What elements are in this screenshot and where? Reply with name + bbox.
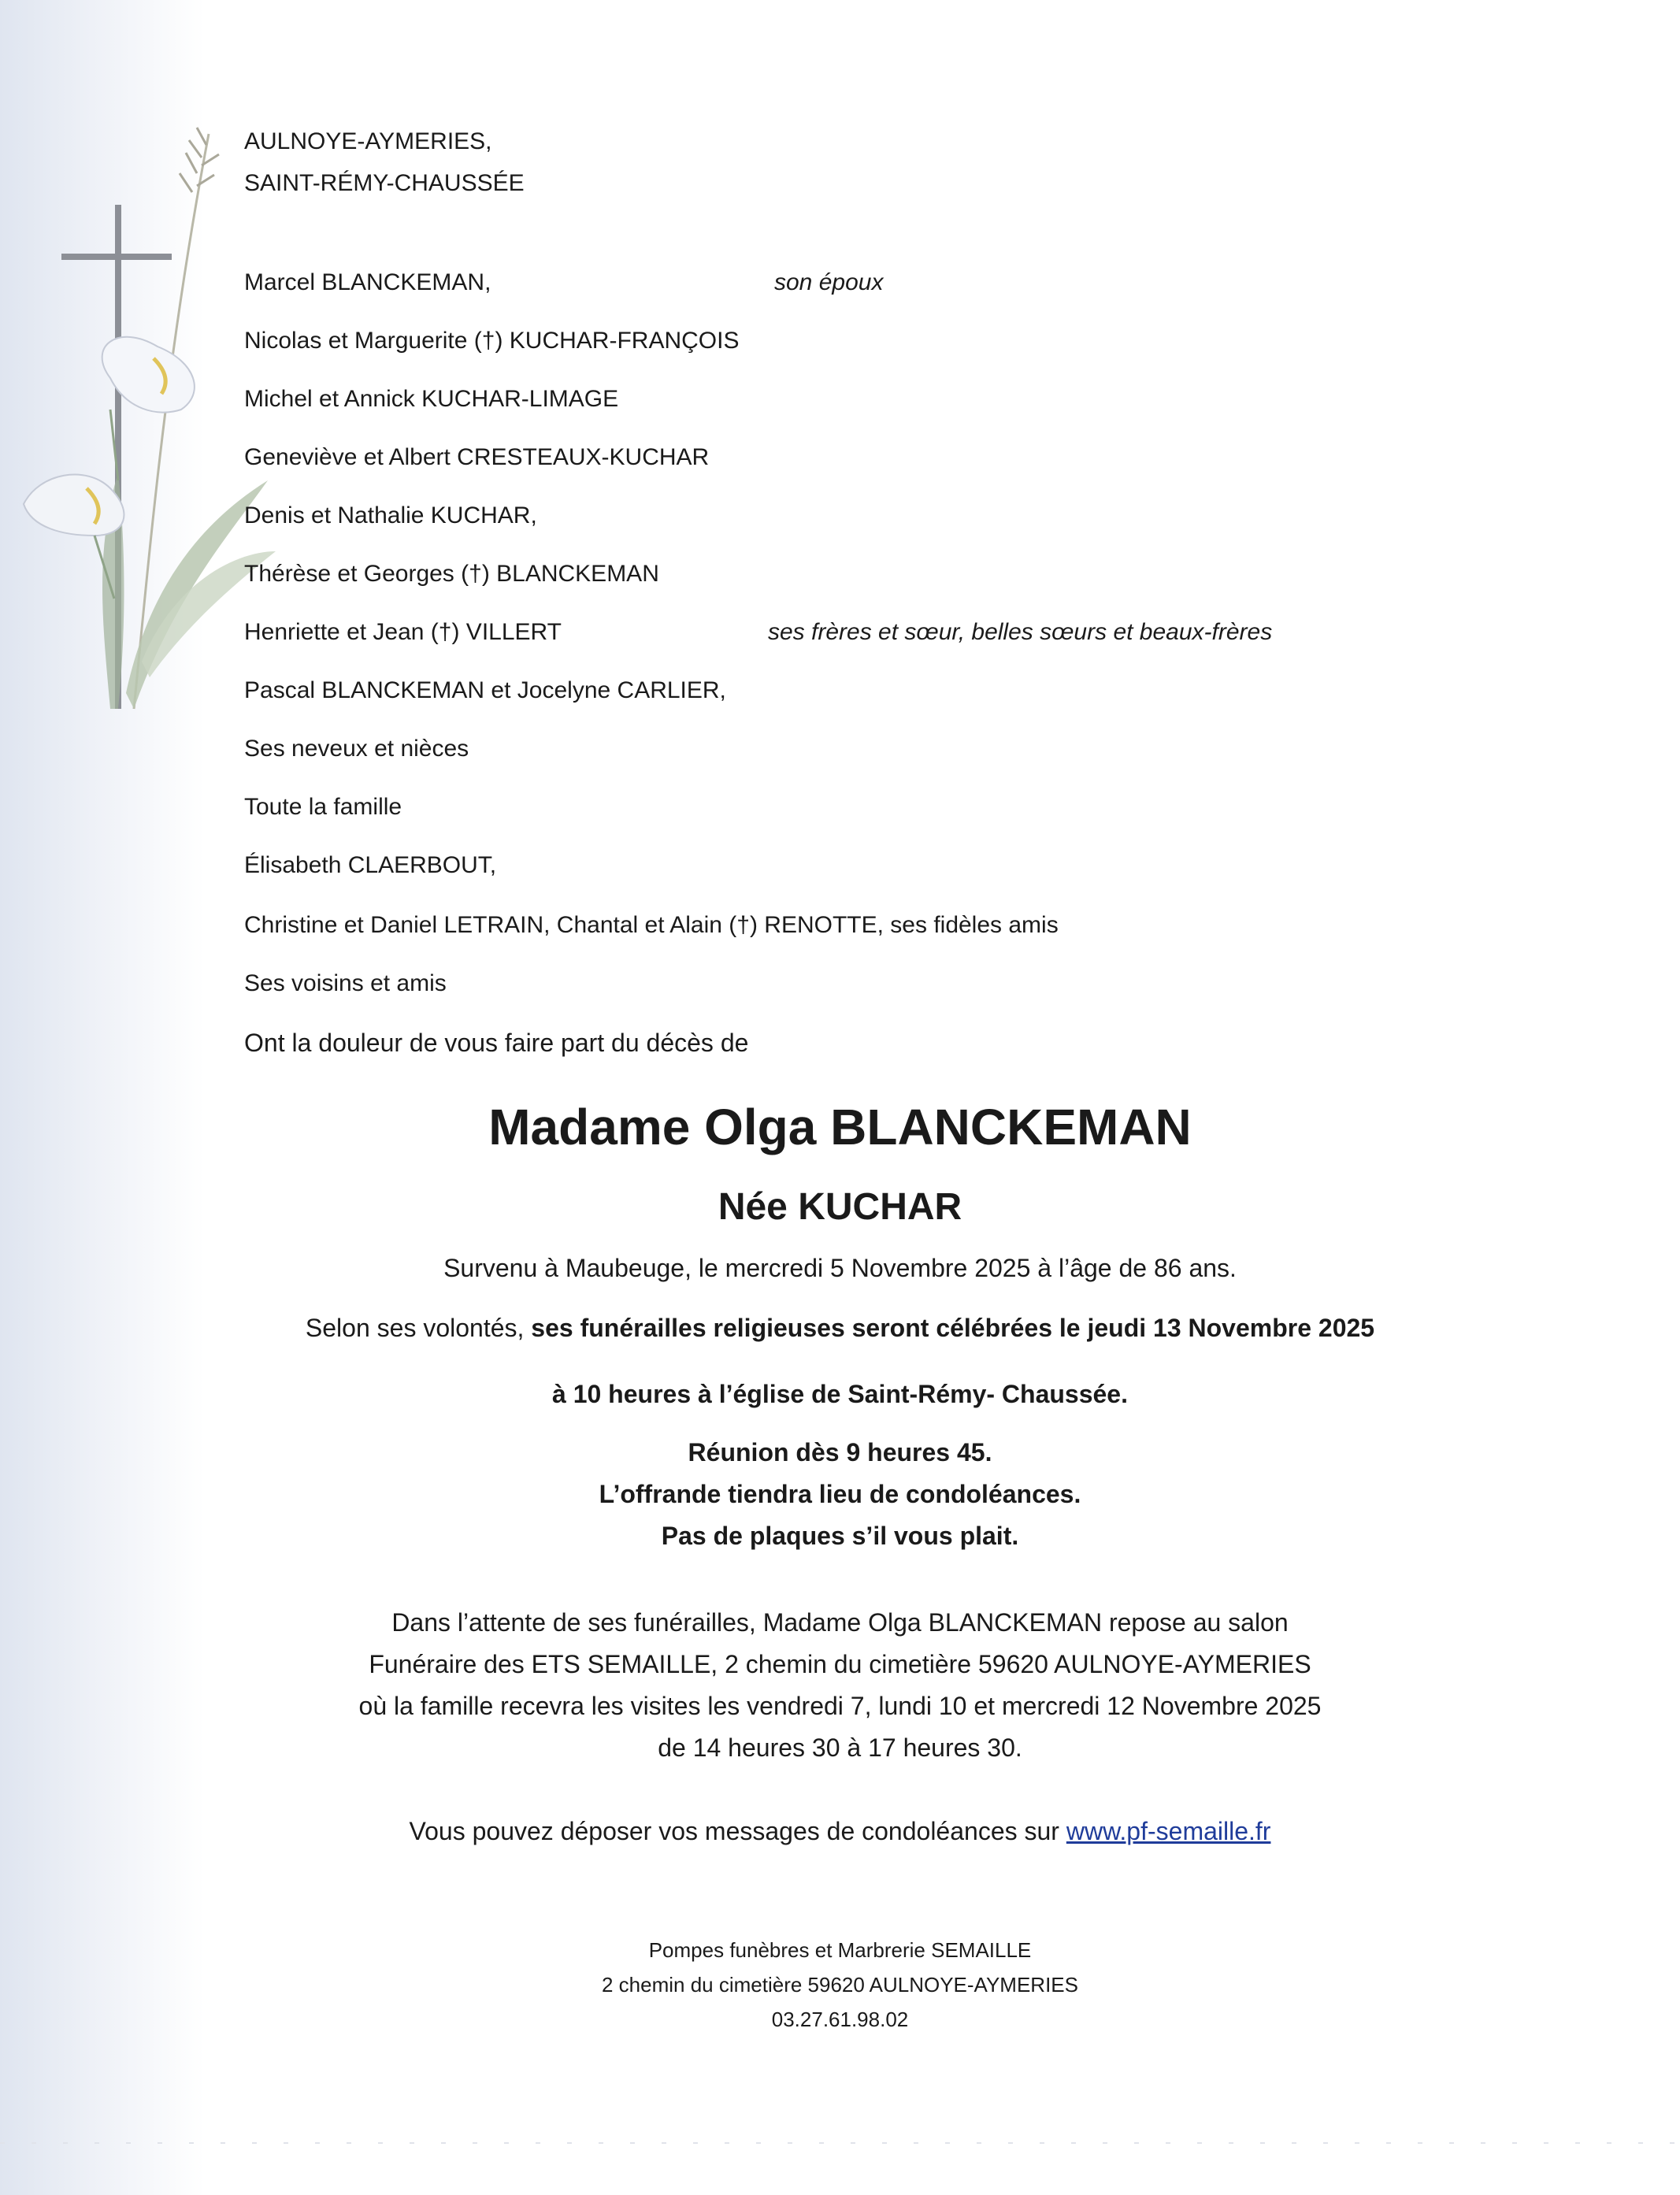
family-row: Élisabeth CLAERBOUT, — [244, 852, 497, 878]
family-row: Christine et Daniel LETRAIN, Chantal et Alain (†) RENOTTE, ses fidèles amis — [244, 912, 1059, 938]
family-row: Pascal BLANCKEMAN et Jocelyne CARLIER, — [244, 677, 726, 703]
town-line-1: AULNOYE-AYMERIES, — [244, 128, 492, 154]
funeral-ceremony — [0, 1311, 1680, 1344]
footer-phone: 03.27.61.98.02 — [771, 2008, 909, 2031]
family-row: Thérèse et Georges (†) BLANCKEMAN — [244, 561, 659, 587]
siblings-role: ses frères et sœur, belles sœurs et beaux-frères — [768, 619, 1273, 645]
visitation-line: Funéraire des ETS SEMAILLE, 2 chemin du cimetière 59620 AULNOYE-AYMERIES — [369, 1650, 1311, 1678]
meeting-time: Réunion dès 9 heures 45. — [688, 1438, 992, 1466]
spouse-role: son époux — [774, 269, 884, 295]
family-row: Denis et Nathalie KUCHAR, — [244, 502, 537, 528]
visitation-line: de 14 heures 30 à 17 heures 30. — [658, 1733, 1022, 1762]
death-info: Survenu à Maubeuge, le mercredi 5 Novembre 2025 à l’âge de 86 ans. — [443, 1254, 1237, 1282]
offering-note: L’offrande tiendra lieu de condoléances. — [599, 1480, 1081, 1508]
condolences-link[interactable]: www.pf-semaille.fr — [1066, 1817, 1271, 1845]
announcement-line: Ont la douleur de vous faire part du décès de — [244, 1029, 749, 1057]
condolences-text: Vous pouvez déposer vos messages de condoléances sur — [409, 1817, 1066, 1845]
visitation-line: Dans l’attente de ses funérailles, Madame Olga BLANCKEMAN repose au salon — [391, 1608, 1289, 1637]
visitation-line: où la famille recevra les visites les vendredi 7, lundi 10 et mercredi 12 Novembre 2025 — [358, 1692, 1322, 1720]
footer-address: 2 chemin du cimetière 59620 AULNOYE-AYMERIES — [601, 1973, 1078, 1997]
family-row: Michel et Annick KUCHAR-LIMAGE — [244, 386, 619, 412]
cross-lily-decoration — [0, 110, 284, 725]
family-row: Nicolas et Marguerite (†) KUCHAR-FRANÇOIS — [244, 328, 740, 354]
footer-company: Pompes funèbres et Marbrerie SEMAILLE — [648, 1938, 1032, 1962]
funeral-intro: Selon ses volontés, — [305, 1314, 532, 1342]
family-row: Henriette et Jean (†) VILLERT — [244, 619, 562, 645]
funeral-place: à 10 heures à l’église de Saint-Rémy- Chaussée. — [552, 1380, 1128, 1408]
funeral-date: ses funérailles religieuses seront célébrées le jeudi 13 Novembre 2025 — [531, 1314, 1375, 1342]
family-row: Toute la famille — [244, 794, 402, 820]
town-line-2: SAINT-RÉMY-CHAUSSÉE — [244, 170, 525, 196]
family-row-spouse: Marcel BLANCKEMAN, — [244, 269, 491, 295]
scan-edge — [0, 2142, 1680, 2144]
family-row: Ses neveux et nièces — [244, 736, 469, 762]
deceased-name: Madame Olga BLANCKEMAN — [488, 1099, 1192, 1155]
birth-name: Née KUCHAR — [718, 1186, 962, 1228]
family-row: Ses voisins et amis — [244, 970, 447, 996]
no-plaques-note: Pas de plaques s’il vous plait. — [661, 1522, 1019, 1550]
condolences-line — [0, 1815, 1680, 1848]
family-row: Geneviève et Albert CRESTEAUX-KUCHAR — [244, 444, 710, 470]
